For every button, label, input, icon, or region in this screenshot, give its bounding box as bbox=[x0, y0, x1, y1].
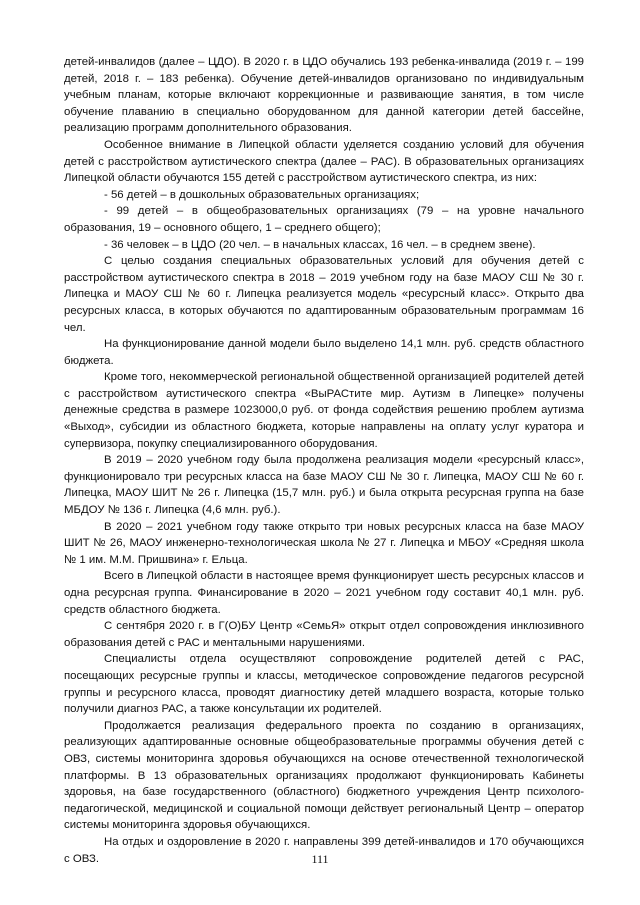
paragraph-2: Особенное внимание в Липецкой области уделяется созданию условий для обучения детей с расстройством аутистического спектра (далее – РАС). В образовательных организациях Липецкой области обучаются 155 детей с расстройством аутистического спектра, из них: bbox=[64, 138, 584, 185]
list-item-general-schools: - 99 детей – в общеобразовательных организациях (79 – на уровне начального образования, 19 – основного общего, 1 – среднего общего); bbox=[64, 205, 584, 234]
paragraph-specialists: Специалисты отдела осуществляют сопровождение родителей детей с РАС, посещающих ресурсные группы и классы, методическое сопровождение педагогов ресурсной группы и ресурсного класса, проводят диагностику детей младшего возраста, которые только получили диагноз РАС, а также консультации их родителей. bbox=[64, 653, 584, 716]
document-body bbox=[64, 54, 584, 867]
paragraph-federal-project: Продолжается реализация федерального проекта по созданию в организациях, реализующих адаптированные основные общеобразовательные программы обучения детей с ОВЗ, системы мониторинга здоровья обучающихся на основе отечественной технологической платформы. В 13 образовательных организациях продолжают функционировать Кабинеты здоровья, на базе государственного (областного) бюджетного учреждения Центр психолого-педагогической, медицинской и социальной помощи действует региональный Центр – оператор системы мониторинга здоровья обучающихся. bbox=[64, 719, 584, 832]
paragraph-nonprofit: Кроме того, некоммерческой региональной общественной организацией родителей детей с расстройством аутистического спектра «ВыРАСтите мир. Аутизм в Липецке» получены денежные средства в размере 1023000,0 руб. от фонда содействия решению проблем аутизма «Выход», субсидии из областного бюджета, которые направлены на оплату услуг куратора и супервизора, покупку специализированного оборудования. bbox=[64, 371, 584, 450]
paragraph-2020-2021: В 2020 – 2021 учебном году также открыто три новых ресурсных класса на базе МАОУ ШИТ № 26, МАОУ инженерно-технологическая школа № 27 г. Липецка и МБОУ «Средняя школа № 1 им. М.М. Пришвина» г. Ельца. bbox=[64, 520, 584, 566]
paragraph-total: Всего в Липецкой области в настоящее время функционирует шесть ресурсных классов и одна ресурсная группа. Финансирование в 2020 – 2021 учебном году составит 40,1 млн. руб. средств областного бюджета. bbox=[64, 570, 584, 616]
list-item-cdo: - 36 человек – в ЦДО (20 чел. – в начальных классах, 16 чел. – в среднем звене). bbox=[104, 238, 536, 251]
paragraph-1: детей-инвалидов (далее – ЦДО). В 2020 г. в ЦДО обучались 193 ребенка-инвалида (2019 г. – 199 детей, 2018 г. – 183 ребенка). Обучение детей-инвалидов организовано по индивидуальным учебным планам, которые включают коррекционные и развивающие занятия, в том числе обучение плаванию в специально оборудованном для данной категории детей бассейне, реализацию программ дополнительного образования. bbox=[64, 56, 584, 135]
paragraph-funding: На функционирование данной модели было выделено 14,1 млн. руб. средств областного бюджета. bbox=[64, 338, 584, 367]
paragraph-resource-class-model: С целью создания специальных образовательных условий для обучения детей с расстройством аутистического спектра в 2018 – 2019 учебном году на базе МАОУ СШ № 30 г. Липецка и МАОУ СШ № 60 г. Липецка реализуется модель «ресурсный класс». Открыто два ресурсных класса, в которых обучаются по адаптированным образовательным программам 16 чел. bbox=[64, 255, 584, 334]
list-item-preschool: - 56 детей – в дошкольных образовательных организациях; bbox=[104, 188, 420, 201]
page-number: 111 bbox=[311, 852, 329, 866]
paragraph-center-family: С сентября 2020 г. в Г(О)БУ Центр «СемьЯ» открыт отдел сопровождения инклюзивного образования детей с РАС и ментальными нарушениями. bbox=[64, 620, 584, 649]
paragraph-2019-2020: В 2019 – 2020 учебном году была продолжена реализация модели «ресурсный класс», функционировало три ресурсных класса на базе МАОУ СШ № 30 г. Липецка, МАОУ СШ № 60 г. Липецка, МАОУ ШИТ № 26 г. Липецка (15,7 млн. руб.) и была открыта ресурсная группа на базе МБДОУ № 136 г. Липецка (4,6 млн. руб.). bbox=[64, 454, 584, 517]
paragraph-recreation: На отдых и оздоровление в 2020 г. направлены 399 детей-инвалидов и 170 обучающихся с ОВЗ. bbox=[64, 835, 584, 865]
